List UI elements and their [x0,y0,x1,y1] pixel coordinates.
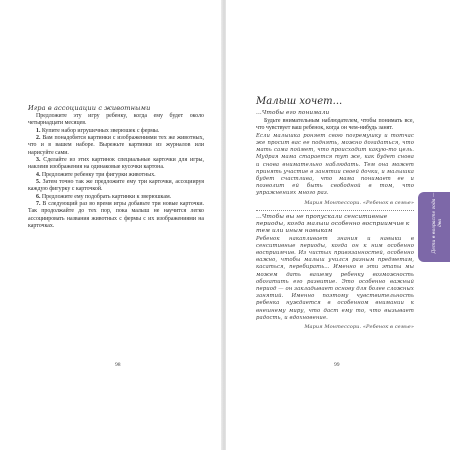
sub1-paragraph: Будьте внимательным наблюдателем, чтобы понимать все, что чувствует ваш ребенок, когда он чем-нибудь занят. [256,118,414,132]
subheading-2: ...Чтобы вы не пропускали сенситивные периоды, когда малыш особенно восприимчив к тем или иным навыкам [256,213,410,234]
left-page [0,0,222,450]
step-text: Предложите ребенку три фигурки животных. [41,171,156,178]
step-number: 7. [36,201,41,208]
quote-2: Ребенок накапливает знания и навыки в сенситивные периоды, когда он к ним особенно восприимчив. Из чистых привязанностей, особенно важно, чтобы малыш учился разным предметам, касаться, перебирать... Именно в эти этапы мы можем дать вашему ребенку возможность обогатить его развитие. Это особенно важный период — он закладывает основу для более сложных занятий. Именно поэтому чувствительность ребенка нуждается в особенном внимании к внешнему миру, что даст ему то, что вызывает радость, и вдохновение. [256,235,414,321]
step-2 [28,135,204,157]
right-text-block [256,96,414,334]
step-5 [28,179,204,194]
step-number: 1. [36,127,41,134]
step-3 [28,157,204,172]
step-number: 5. [36,179,41,186]
step-number: 6. [36,193,41,200]
step-text: В следующий раз во время игры добавьте три новые карточки. Так продолжайте до тех пор, пока малыш не научится легко ассоциировать названия животных с фермы с их изображениями на карточках. [28,201,204,230]
divider [256,210,414,211]
step-number: 3. [36,157,41,164]
chapter-side-tab [418,192,450,262]
side-tab-label: Дети в возрасте года — два [432,192,443,254]
step-7 [28,201,204,230]
left-text-block [28,104,204,231]
step-text: Предложите ему подобрать картинки к зверюшкам. [41,193,172,200]
step-number: 4. [36,171,41,178]
page-number-right: 99 [334,362,340,368]
section-title: Игра в ассоциации с животными [28,104,151,112]
step-text: Затем точно так же предложите ему три карточки, ассоциируя каждую фигурку с карточкой. [28,179,204,193]
intro-paragraph: Предложите эту игру ребенку, когда ему будет около четырнадцати месяцев. [28,113,204,127]
attribution-1: Мария Монтессори. «Ребенок в семье» [304,199,414,206]
attribution-2: Мария Монтессори. «Ребенок в семье» [304,323,414,330]
page-number-left: 98 [115,362,121,368]
step-text: Вам понадобятся картинки с изображениями тех же животных, что и в вашем наборе. Вырежьте картинки из журналов или нарисуйте сами. [28,135,204,156]
quote-1: Если малышка роняет свою погремушку и тотчас же просит вас ее поднять, можно догадаться, что мать сама поймет, что происходит какую-то цель. Мудрая мама старается тут же, как будет снова и снова внимательно наблюдать. Тем она может принять участие в занятии своей дочки, и малышка будет счастлива, что мама понимает ее и позволит ей быть свободной в том, что упражнениях много раз. [256,132,414,197]
step-1 [28,128,204,135]
page-heading: Малыш хочет... [256,96,343,107]
step-number: 2. [36,135,41,142]
step-text: Сделайте из этих картинок специальные карточки для игры, наклеив изображения на одинаковые кусочки картона. [28,157,204,171]
step-text: Купите набор игрушечных зверюшек с фермы. [41,127,160,134]
step-4 [28,172,204,179]
subheading-1: ...Чтобы его понимали [256,110,330,116]
